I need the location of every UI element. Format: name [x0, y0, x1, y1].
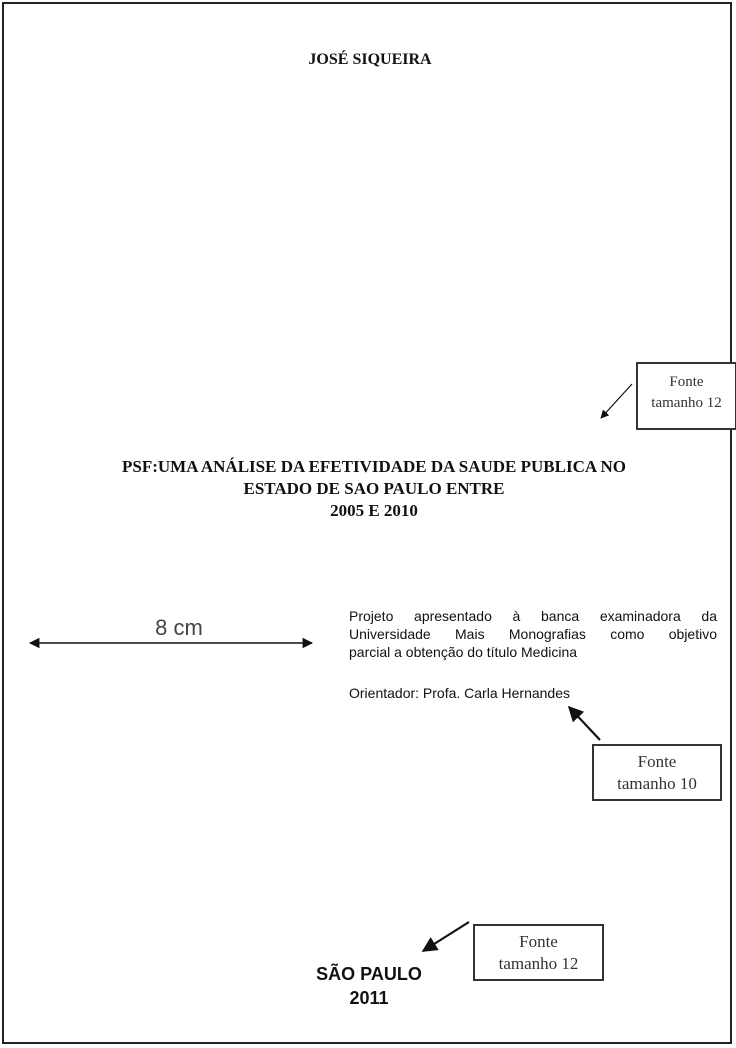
pointer-arrow-icon: [569, 707, 600, 740]
callout-line: tamanho 12: [651, 395, 722, 411]
title-line: ESTADO DE SAO PAULO ENTRE: [243, 479, 505, 498]
callout-line: Fonte: [637, 752, 677, 771]
callout-line: tamanho 10: [617, 774, 697, 793]
project-line: parcial a obtenção do título Medicina: [349, 644, 578, 660]
title-line: 2005 E 2010: [330, 501, 418, 520]
city-name: SÃO PAULO: [316, 964, 422, 984]
project-line: Projeto apresentado à banca examinadora da: [349, 608, 717, 624]
pointer-arrow-icon: [601, 384, 632, 418]
year: 2011: [349, 988, 389, 1008]
pointer-arrow-icon: [423, 922, 469, 951]
callout-line: Fonte: [669, 374, 704, 390]
advisor-line: Orientador: Profa. Carla Hernandes: [349, 685, 570, 701]
title-line: PSF:UMA ANÁLISE DA EFETIVIDADE DA SAUDE PUBLICA NO: [122, 457, 626, 476]
callout-line: Fonte: [519, 932, 558, 951]
author-name: JOSÉ SIQUEIRA: [308, 51, 432, 68]
project-line: Universidade Mais Monografias como objetivo: [349, 626, 717, 642]
measurement-label: 8 cm: [155, 615, 203, 640]
callout-line: tamanho 12: [498, 954, 579, 973]
